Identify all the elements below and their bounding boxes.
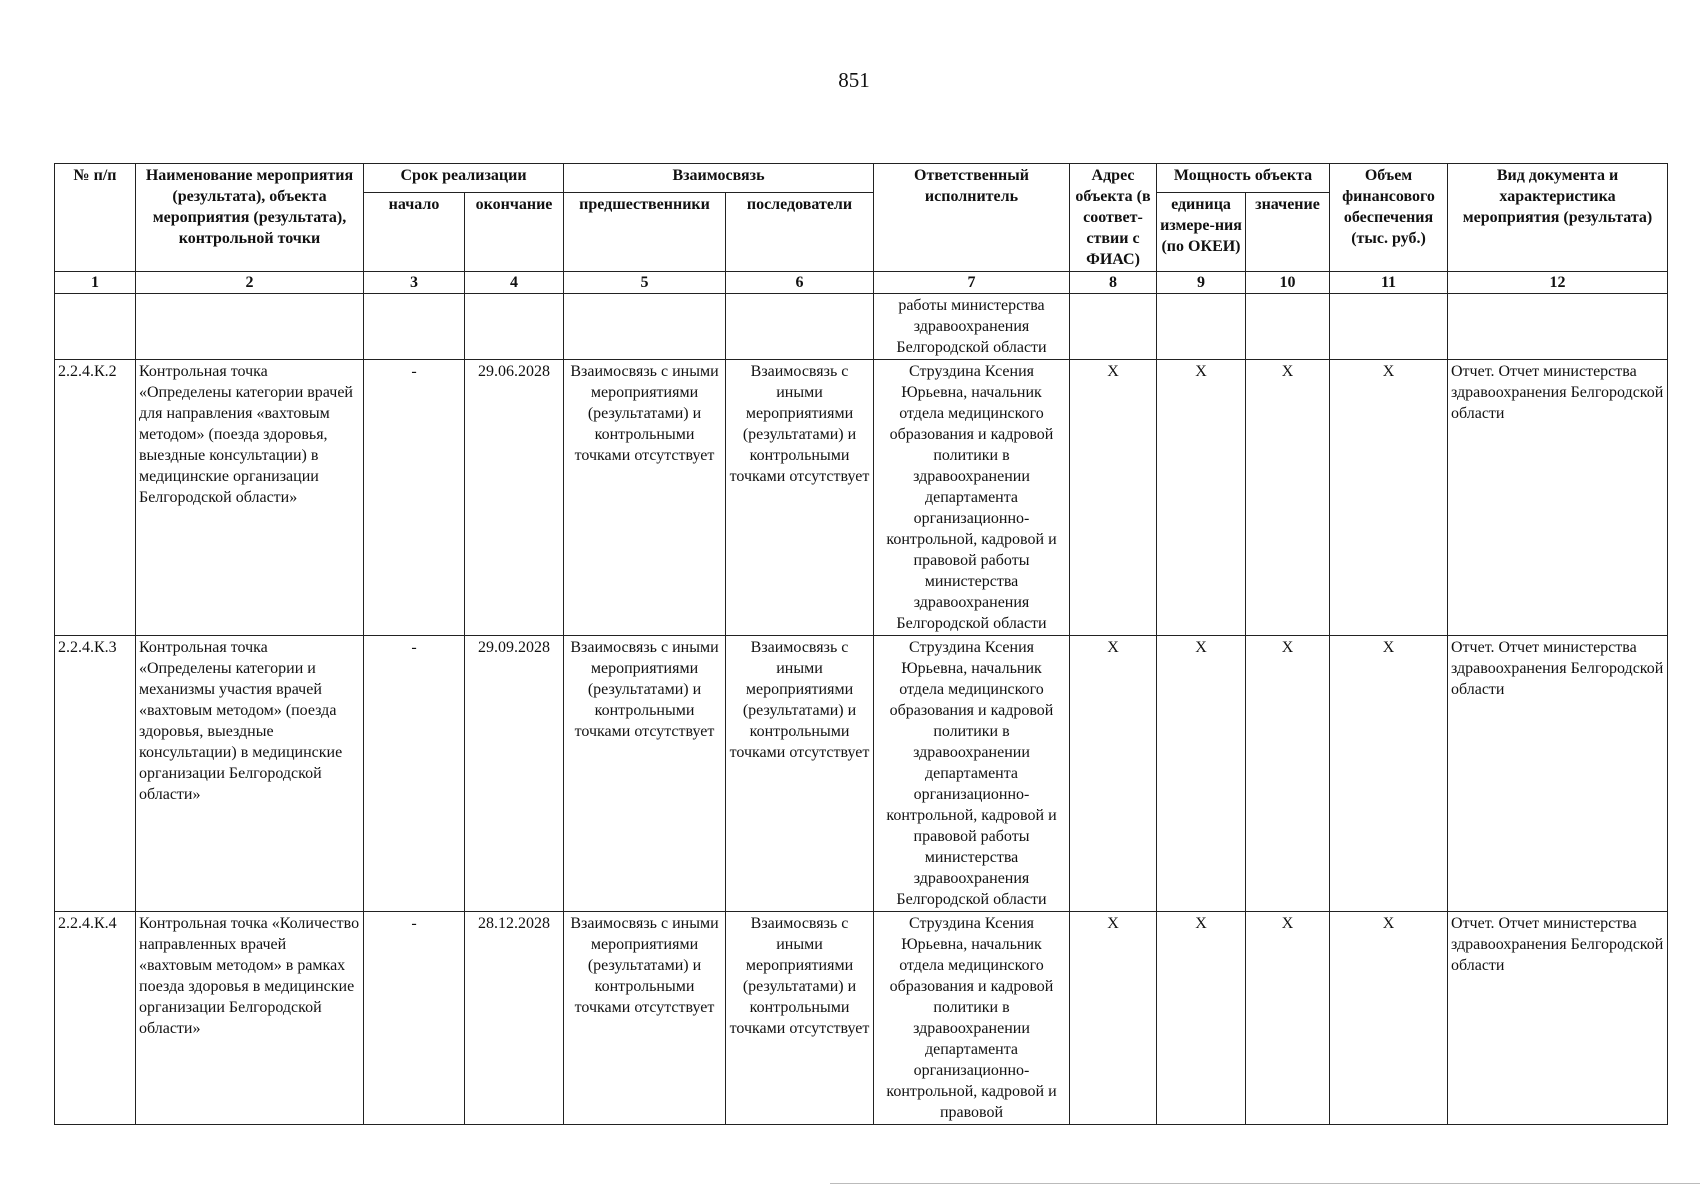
header-responsible: Ответственный исполнитель: [874, 164, 1070, 272]
column-number: 6: [726, 272, 874, 294]
continuation-responsible: работы министерства здравоохранения Белгородской области: [874, 294, 1070, 360]
row-finance: X: [1330, 912, 1448, 1125]
row-name: Контрольная точка «Определены категории и механизмы участия врачей «вахтовым методом» (поезда здоровья, выездные консультации) в медицинские организации Белгородской области»: [136, 636, 364, 912]
column-number: 12: [1448, 272, 1668, 294]
row-number: 2.2.4.К.3: [55, 636, 136, 912]
row-end: 29.06.2028: [465, 360, 564, 636]
header-term-group: Срок реализации: [364, 164, 564, 193]
row-unit: X: [1157, 636, 1246, 912]
row-prev: Взаимосвязь с иными мероприятиями (результатами) и контрольными точками отсутствует: [564, 636, 726, 912]
table-row: [55, 636, 1668, 912]
row-finance: X: [1330, 636, 1448, 912]
row-name: Контрольная точка «Определены категории врачей для направления «вахтовым методом» (поезда здоровья, выездные консультации) в медицинские организации Белгородской области»: [136, 360, 364, 636]
header-capacity-value: значение: [1246, 192, 1330, 271]
header-capacity-group: Мощность объекта: [1157, 164, 1330, 193]
column-number: 3: [364, 272, 465, 294]
column-number: 1: [55, 272, 136, 294]
column-number: 7: [874, 272, 1070, 294]
row-responsible: Струздина Ксения Юрьевна, начальник отдела медицинского образования и кадровой политики в здравоохранении департамента организационно-контрольной, кадровой и правовой: [874, 912, 1070, 1125]
row-doc: Отчет. Отчет министерства здравоохранения Белгородской области: [1448, 912, 1668, 1125]
row-doc: Отчет. Отчет министерства здравоохранения Белгородской области: [1448, 360, 1668, 636]
column-numbers-row: [55, 272, 1668, 294]
plan-table: [54, 163, 1668, 1125]
header-term-start: начало: [364, 192, 465, 271]
row-value: X: [1246, 636, 1330, 912]
header-link-group: Взаимосвязь: [564, 164, 874, 193]
row-unit: X: [1157, 360, 1246, 636]
table-header: [55, 164, 1668, 272]
row-prev: Взаимосвязь с иными мероприятиями (результатами) и контрольными точками отсутствует: [564, 360, 726, 636]
row-doc: Отчет. Отчет министерства здравоохранения Белгородской области: [1448, 636, 1668, 912]
row-value: X: [1246, 912, 1330, 1125]
row-next: Взаимосвязь с иными мероприятиями (результатами) и контрольными точками отсутствует: [726, 360, 874, 636]
row-responsible: Струздина Ксения Юрьевна, начальник отдела медицинского образования и кадровой политики в здравоохранении департамента организационно-контрольной, кадровой и правовой работы министерства здравоохранения Белгородской области: [874, 360, 1070, 636]
column-number: 2: [136, 272, 364, 294]
row-name: Контрольная точка «Количество направленных врачей «вахтовым методом» в рамках поезда здоровья в медицинские организации Белгородской области»: [136, 912, 364, 1125]
header-capacity-unit: единица измере-ния (по ОКЕИ): [1157, 192, 1246, 271]
continuation-row: [55, 294, 1668, 360]
column-number: 9: [1157, 272, 1246, 294]
column-number: 11: [1330, 272, 1448, 294]
row-next: Взаимосвязь с иными мероприятиями (результатами) и контрольными точками отсутствует: [726, 912, 874, 1125]
header-link-next: последователи: [726, 192, 874, 271]
row-number: 2.2.4.К.2: [55, 360, 136, 636]
table-row: [55, 912, 1668, 1125]
header-doc-type: Вид документа и характеристика мероприятия (результата): [1448, 164, 1668, 272]
header-term-end: окончание: [465, 192, 564, 271]
row-start: -: [364, 360, 465, 636]
row-address: X: [1070, 636, 1157, 912]
column-number: 8: [1070, 272, 1157, 294]
row-address: X: [1070, 360, 1157, 636]
header-number: № п/п: [55, 164, 136, 272]
column-number: 4: [465, 272, 564, 294]
header-finance: Объем финансового обеспечения (тыс. руб.): [1330, 164, 1448, 272]
row-address: X: [1070, 912, 1157, 1125]
row-start: -: [364, 636, 465, 912]
scan-line-decor: [830, 1183, 1700, 1184]
row-next: Взаимосвязь с иными мероприятиями (результатами) и контрольными точками отсутствует: [726, 636, 874, 912]
header-name: Наименование мероприятия (результата), объекта мероприятия (результата), контрольной точки: [136, 164, 364, 272]
row-end: 29.09.2028: [465, 636, 564, 912]
row-finance: X: [1330, 360, 1448, 636]
column-number: 5: [564, 272, 726, 294]
row-start: -: [364, 912, 465, 1125]
row-number: 2.2.4.К.4: [55, 912, 136, 1125]
row-end: 28.12.2028: [465, 912, 564, 1125]
table-row: [55, 360, 1668, 636]
page-number: 851: [838, 68, 870, 92]
row-prev: Взаимосвязь с иными мероприятиями (результатами) и контрольными точками отсутствует: [564, 912, 726, 1125]
row-value: X: [1246, 360, 1330, 636]
row-unit: X: [1157, 912, 1246, 1125]
column-number: 10: [1246, 272, 1330, 294]
row-responsible: Струздина Ксения Юрьевна, начальник отдела медицинского образования и кадровой политики в здравоохранении департамента организационно-контрольной, кадровой и правовой работы министерства здравоохранения Белгородской области: [874, 636, 1070, 912]
header-address: Адрес объекта (в соответ-ствии с ФИАС): [1070, 164, 1157, 272]
header-link-prev: предшественники: [564, 192, 726, 271]
